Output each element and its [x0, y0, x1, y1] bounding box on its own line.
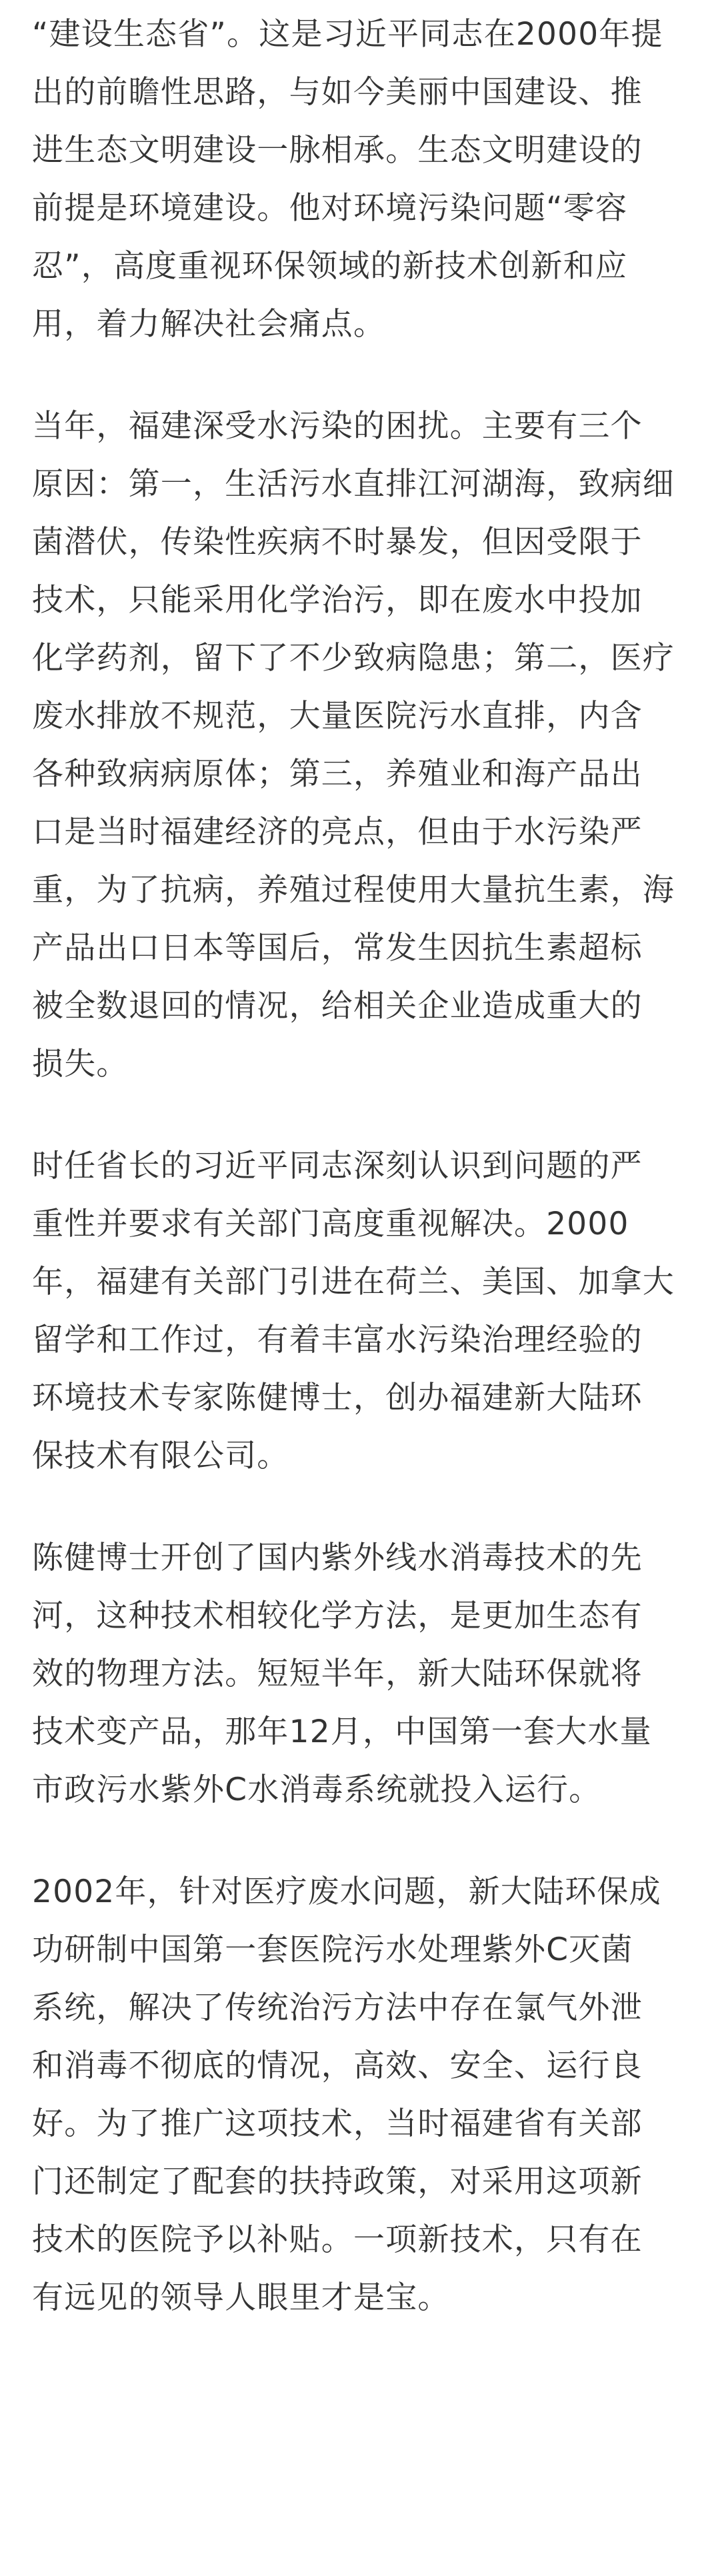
paragraph-uv-disinfection: 陈健博士开创了国内紫外线水消毒技术的先 河，这种技术相较化学方法，是更加生态有 效的物理方法。短短半年，新大陆环保就将 技术变产品，那年12月，中国第一套大水量 市政污水紫外C水消毒系统就投入运行。 [32, 1540, 652, 1808]
paragraph-hospital-wastewater: 2002年，针对医疗废水问题，新大陆环保成 功研制中国第一套医院污水处理紫外C灭菌 系统，解决了传统治污方法中存在氯气外泄 和消毒不彻底的情况，高效、安全、运行良 好。为了推广这项技术，当时福建省有关部 门还制定了配套的扶持政策，对采用这项新 技术的医院予以补贴。一项新技术，只有在 有远见的领导人眼里才是宝。 [32, 1874, 661, 2316]
paragraph-ecological-province: “建设生态省”。这是习近平同志在2000年提 出的前瞻性思路，与如今美丽中国建设、推 进生态文明建设一脉相承。生态文明建设的 前提是环境建设。他对环境污染问题“零容 忍”，高度重视环保领域的新技术创新和应 用，着力解决社会痛点。 [32, 16, 663, 343]
paragraph-expert-recruitment: 时任省长的习近平同志深刻认识到问题的严 重性并要求有关部门高度重视解决。2000 年，福建有关部门引进在荷兰、美国、加拿大 留学和工作过，有着丰富水污染治理经验的 环境技术专家陈健博士，创办福建新大陆环 保技术有限公司。 [32, 1148, 675, 1474]
paragraph-water-pollution-causes: 当年，福建深受水污染的困扰。主要有三个 原因：第一，生活污水直排江河湖海，致病细 菌潜伏，传染性疾病不时暴发，但因受限于 技术，只能采用化学治污，即在废水中投加 化学药剂，留下了不少致病隐患；第二，医疗 废水排放不规范，大量医院污水直排，内含 各种致病病原体；第三，养殖业和海产品出 口是当时福建经济的亮点，但由于水污染严 重，为了抗病，养殖过程使用大量抗生素，海 产品出口日本等国后，常发生因抗生素超标 被全数退回的情况，给相关企业造成重大的 损失。 [32, 408, 675, 1082]
